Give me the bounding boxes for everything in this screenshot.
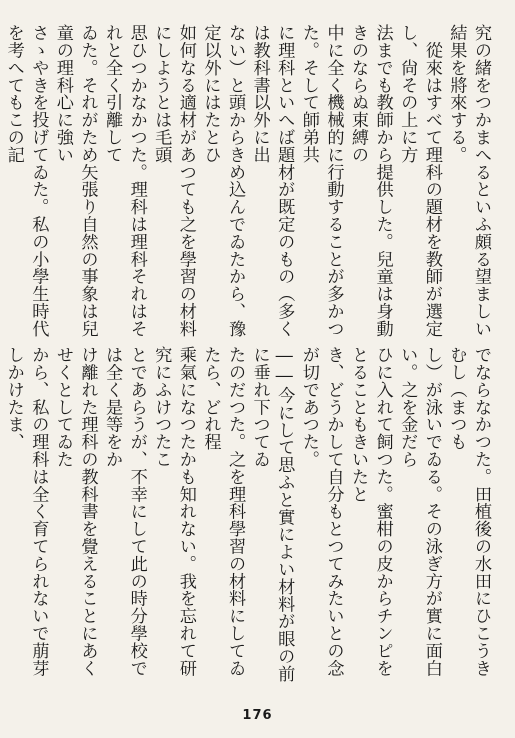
- text-line: ひに入れて飼つた。蜜柑の皮からチンピをとることもきいたと: [348, 346, 393, 677]
- text-line: 法までも教師から提供した。兒童は身動きのならぬ束縛の: [348, 24, 393, 338]
- text-line: さゝやきを投げてゐた。私の小學生時代を考へてもこの記: [3, 24, 49, 338]
- text-line: 如何なる適材があつても之を學習の材料にしようとは毛頭: [151, 24, 196, 338]
- text-line: に理科といへば題材が既定のもの（多くは教科書以外に出: [249, 24, 295, 338]
- text-line: でならなかつた。田植後の水田にひこうきむし（まつも: [446, 346, 491, 677]
- text-line: とであらうが、不幸にして此の時分學校では全く是等をか: [102, 346, 147, 677]
- text-line: [0, 346, 1, 684]
- text-line: ない）と頭からきめ込んでゐたから、豫定以外にはたとひ: [200, 24, 246, 338]
- text-line: し）が泳いでゐる。その泳ぎ方が實に面白い。之を金だら: [397, 346, 442, 677]
- lower-text-block: [3, 346, 493, 684]
- text-line: 從來はすべて理科の題材を教師が選定し、尙その上に方: [397, 24, 442, 338]
- text-line: ゐた。それがため矢張り自然の事象は兒童の理科心に強い: [52, 24, 98, 338]
- text-line: 中に全く機械的に行動することが多かつた。そして師弟共: [298, 24, 344, 338]
- text-line: き、どうかして自分もとつてみたいとの念が切であつた。: [298, 346, 344, 677]
- text-line: から、私の理科は全く育てられないで萠芽しかけたま、: [3, 346, 49, 677]
- page-number: 176: [242, 708, 273, 723]
- text-line: け離れた理科の教科書を覺えることにあくせくとしてゐた: [52, 346, 98, 677]
- text-line: 乘氣になつたかも知れない。我を忘れて研究にふけつたこ: [151, 346, 196, 677]
- text-line: 究の緒をつかまへるといふ頗る望ましい結果を將來する。: [446, 24, 491, 338]
- text-line: [0, 24, 1, 342]
- text-line: 思ひつかなかつた。理科は理科それはそれと全く引離して: [102, 24, 147, 338]
- upper-text-block: [3, 24, 493, 342]
- text-line: ――今にして思ふと實によい材料が眼の前に垂れ下つてゐ: [249, 346, 295, 683]
- text-line: たのだつた。之を理科學習の材料にしてゐたら、どれ程: [200, 346, 246, 677]
